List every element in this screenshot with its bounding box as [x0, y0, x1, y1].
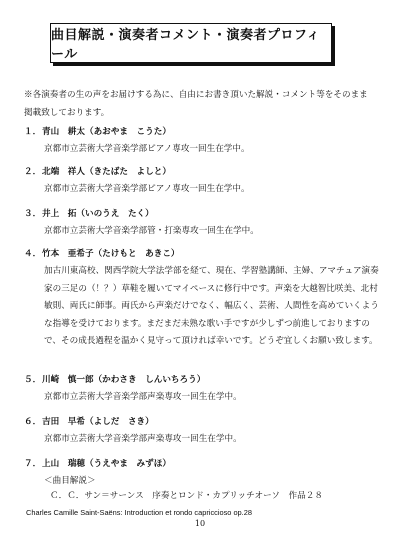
- performer-entry: [24, 414, 380, 448]
- performer-name: 井上 拓（いのうえ たく）: [42, 209, 154, 219]
- performer-description: 京都市立芸術大学音楽学部ピアノ専攻一回生在学中。: [44, 144, 250, 154]
- program-notes-label: ＜曲目解説＞: [44, 476, 96, 486]
- page-title: 曲目解説・演奏者コメント・演奏者プロフィール: [50, 23, 332, 63]
- performer-entry: [24, 164, 380, 198]
- performer-name: 吉田 早希（よしだ さき）: [42, 417, 154, 427]
- performer-description: 京都市立芸術大学音楽学部管・打楽専攻一回生在学中。: [44, 226, 259, 236]
- performer-name: 北端 祥人（きたばた よしと）: [42, 167, 171, 177]
- performer-number: ６．: [24, 417, 42, 427]
- performer-entry: [24, 206, 380, 240]
- performer-comment: 加古川東高校、関西学院大学法学部を経て、現在、学習塾講師、主婦、アマチュア演奏家の三足の（！？）草鞋を履いてマイペースに修行中です。声楽を大越智比咲美、北村敏則、両氏に師事。両氏から声楽だけでなく、幅広く、芸術、人間性を高めていくような指導を受けております。まだまだ未熟な歌い手ですが少しずつ前進しておりますので、その成長過程を温かく見守って頂ければ幸いです。どうぞ宜しくお願い致します。: [44, 266, 379, 347]
- performer-number: ４．: [24, 249, 42, 259]
- program-notes: [44, 474, 384, 504]
- performer-name: 青山 耕太（あおやま こうた）: [42, 127, 171, 137]
- performer-entry: [24, 124, 380, 158]
- performer-description: 京都市立芸術大学音楽学部ピアノ専攻一回生在学中。: [44, 184, 250, 194]
- performer-name: 上山 瑞穂（うえやま みずほ）: [42, 459, 171, 469]
- performer-name: 川崎 慎一郎（かわさき しんいちろう）: [42, 375, 206, 385]
- performer-number: ７．: [24, 459, 42, 469]
- performer-description: 京都市立芸術大学音楽学部声楽専攻一回生在学中。: [44, 434, 242, 444]
- performer-number: ２．: [24, 167, 42, 177]
- piece-title: Ｃ．Ｃ．サン＝サーンス 序奏とロンド・カプリッチオーソ 作品２８: [50, 491, 323, 501]
- piece-title-english: Charles Camille Saint-Saëns: Introduction et rondo capriccioso op.28: [26, 508, 252, 517]
- page-number: 10: [194, 519, 206, 528]
- performer-number: ３．: [24, 209, 42, 219]
- performer-description: 京都市立芸術大学音楽学部声楽専攻一回生在学中。: [44, 392, 242, 402]
- performer-number: ５．: [24, 375, 42, 385]
- performer-entry: [24, 246, 380, 351]
- performer-number: １．: [24, 127, 42, 137]
- performer-entry: [24, 372, 380, 406]
- intro-note: ※各演奏者の生の声をお届けする為に、自由にお書き頂いた解説・コメント等をそのまま掲載致しております。: [24, 90, 368, 118]
- performer-entry: [24, 456, 380, 473]
- performer-name: 竹本 亜希子（たけもと あきこ）: [42, 249, 180, 259]
